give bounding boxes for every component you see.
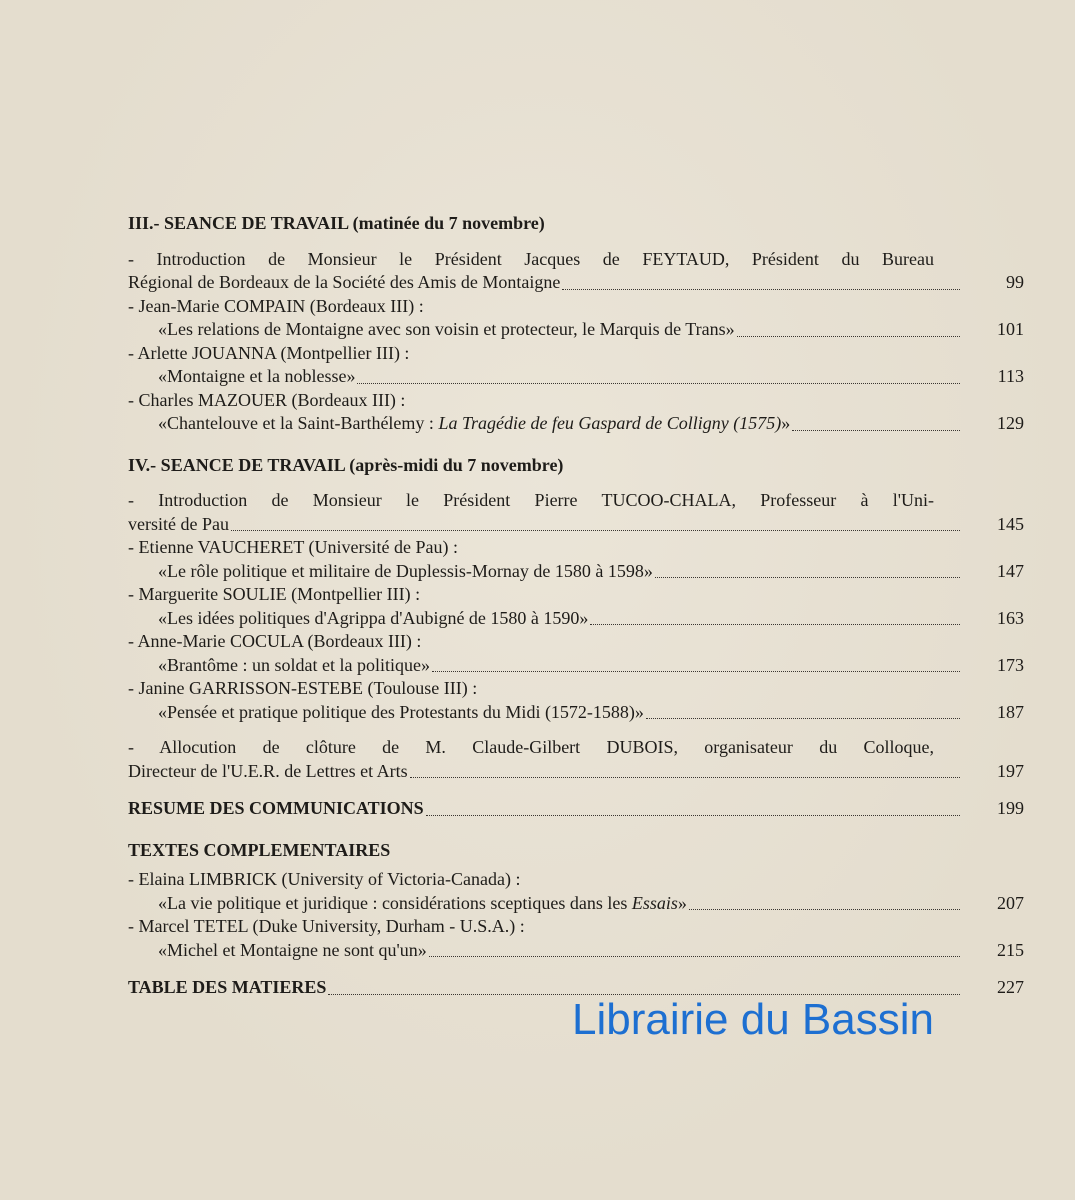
dot-leader [562, 289, 960, 290]
section-title-resume: RESUME DES COMMUNICATIONS [128, 798, 424, 818]
page-number: 207 [997, 892, 1024, 913]
toc-entry [128, 583, 1024, 630]
page-number: 129 [997, 413, 1024, 433]
dot-leader [689, 909, 960, 910]
dot-leader [646, 718, 960, 719]
author-line: - Charles MAZOUER (Bordeaux III) : [128, 389, 406, 410]
page-number: 147 [997, 560, 1024, 581]
paper-title: «La vie politique et juridique : considérations sceptiques dans les Essais» [158, 892, 687, 913]
page-number: 215 [997, 939, 1024, 960]
dot-leader [357, 383, 960, 384]
dot-leader [655, 577, 960, 578]
paper-title: «Montaigne et la noblesse» [158, 366, 356, 386]
paper-title: «Les relations de Montaigne avec son voisin et protecteur, le Marquis de Trans» [158, 319, 735, 339]
dot-leader [432, 671, 960, 672]
toc-entry [128, 295, 1024, 342]
dot-leader [410, 777, 960, 778]
toc-entry [128, 677, 1024, 724]
page-number: 101 [997, 319, 1024, 339]
toc-entry [128, 536, 1024, 583]
toc-entry-resume [128, 797, 1024, 821]
author-line: - Janine GARRISSON-ESTEBE (Toulouse III) : [128, 678, 478, 698]
page-number: 173 [997, 654, 1024, 675]
author-line: - Marcel TETEL (Duke University, Durham - U.S.A.) : [128, 916, 525, 936]
author-line: - Arlette JOUANNA (Montpellier III) : [128, 342, 410, 363]
paper-title: «Les idées politiques d'Agrippa d'Aubigné de 1580 à 1590» [158, 607, 589, 628]
page-number: 227 [997, 977, 1024, 997]
section-title-table: TABLE DES MATIERES [128, 977, 327, 997]
toc-entry: - Introduction de Monsieur le Président Pierre TUCOO-CHALA, Professeur à l'Uni- versité de Pau 145 [128, 489, 1024, 536]
section-title-iii: III.- SEANCE DE TRAVAIL (matinée du 7 novembre) [128, 213, 545, 233]
dot-leader [426, 815, 960, 816]
paper-title: «Chantelouve et la Saint-Barthélemy : La Tragédie de feu Gaspard de Colligny (1575)» [158, 413, 791, 433]
dot-leader [231, 530, 960, 531]
table-of-contents [128, 212, 1024, 1000]
author-line: - Jean-Marie COMPAIN (Bordeaux III) : [128, 295, 424, 316]
dot-leader [792, 430, 960, 431]
author-line: - Elaina LIMBRICK (University of Victoria-Canada) : [128, 869, 521, 889]
author-line: - Etienne VAUCHERET (Université de Pau) : [128, 537, 458, 557]
toc-entry [128, 342, 1024, 389]
toc-entry [128, 868, 1024, 915]
toc-entry [128, 389, 1024, 436]
page-number: 187 [997, 701, 1024, 722]
toc-entry [128, 630, 1024, 677]
paper-title: «Le rôle politique et militaire de Duplessis-Mornay de 1580 à 1598» [158, 560, 653, 581]
section-subtitle-iv: (après-midi du 7 novembre) [349, 454, 564, 475]
page-number: 145 [997, 513, 1024, 534]
toc-entry: - Introduction de Monsieur le Président Jacques de FEYTAUD, Président du Bureau Régional de Bordeaux de la Société des Amis de Montaigne 99 [128, 248, 1024, 295]
page-number: 199 [997, 798, 1024, 818]
page-number: 197 [997, 760, 1024, 781]
paper-title: «Michel et Montaigne ne sont qu'un» [158, 939, 427, 960]
author-line: - Marguerite SOULIE (Montpellier III) : [128, 584, 421, 604]
page-number: 113 [997, 366, 1024, 386]
page-number: 99 [1006, 272, 1024, 292]
section-title-textes: TEXTES COMPLEMENTAIRES [128, 839, 391, 860]
bookseller-watermark: Librairie du Bassin [572, 995, 934, 1044]
paper-title: «Brantôme : un soldat et la politique» [158, 654, 430, 675]
toc-entry [128, 915, 1024, 962]
toc-entry: - Allocution de clôture de M. Claude-Gilbert DUBOIS, organisateur du Colloque, Directeur de l'U.E.R. de Lettres et Arts 197 [128, 736, 1024, 783]
dot-leader [429, 956, 960, 957]
section-subtitle-iii: (matinée du 7 novembre) [352, 213, 545, 233]
page-number: 163 [997, 607, 1024, 628]
author-line: - Anne-Marie COCULA (Bordeaux III) : [128, 631, 422, 651]
paper-title: «Pensée et pratique politique des Protestants du Midi (1572-1588)» [158, 701, 644, 722]
dot-leader [590, 624, 960, 625]
section-title-iv: IV.- SEANCE DE TRAVAIL (après-midi du 7 novembre) [128, 454, 564, 475]
dot-leader [737, 336, 960, 337]
